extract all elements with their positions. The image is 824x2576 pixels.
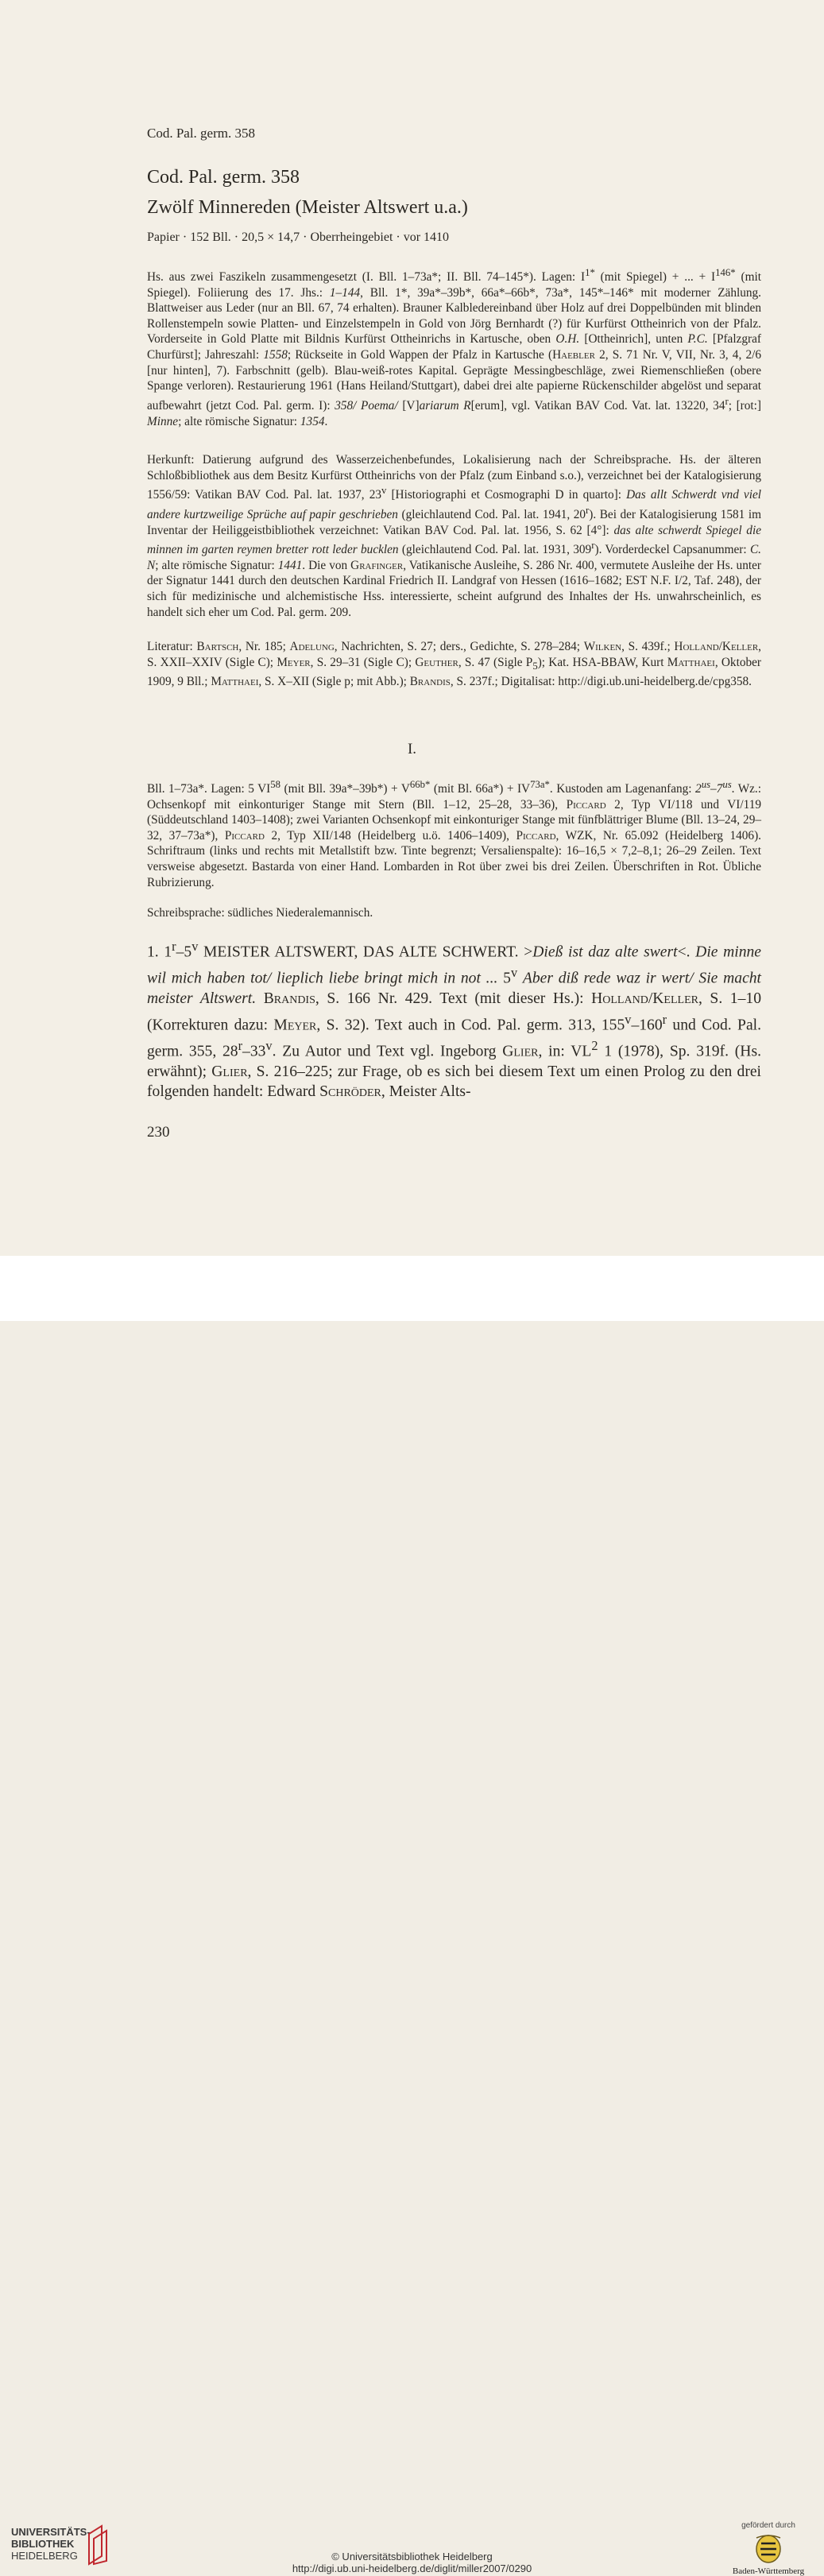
page-number: 230 [147, 1124, 170, 1141]
section-heading: I. [407, 741, 417, 757]
running-header: Cod. Pal. germ. 358 [147, 126, 255, 141]
dialect-paragraph: Schreibsprache: südliches Niederalemannisch. [147, 906, 373, 920]
sponsor-block[interactable] [719, 2521, 818, 2576]
entry-shelfmark: Cod. Pal. germ. 358 [147, 167, 300, 188]
provenance-paragraph: Herkunft: Datierung aufgrund des Wasserzeichenbefundes, Lokalisierung nach der Schreibsprache. Hs. der älteren Schloßbibliothek aus dem Besitz Kurfürst Ottheinrichs von der Pfalz (zum Einband s.o.), verzeichnet bei der Katalogisierung 1556/59: Vatikan BAV Cod. Pal. lat. 1937, 23$^v$ [Historiographi et Cosmographi D in quarto]: Das allt Schwerdt vnd viel andere kurtzweilige Sprüche auf papir geschrieben (gleichlautend Cod. Pal. lat. 1941, 20$^r$). Bei der Katalogisierung 1581 im Inventar der Heiliggeistbibliothek verzeichnet: Vatikan BAV Cod. Pal. lat. 1956, S. 62 [4°]: das alte schwerdt Spiegel die minnen im garten reymen bretter rott leder bucklen (gleichlautend Cod. Pal. lat. 1931, 309$^r$). Vorderdeckel Capsanummer: C. N; alte römische Signatur: 1441. Die von Grafinger, Vatikanische Ausleihe, S. 286 Nr. 400, vermutete Ausleihe der Hs. unter der Signatur 1441 durch den deutschen Kardinal Friedrich II. Landgraf von Hessen (1616–1682; EST N.F. I/2, Taf. 248), der sich für medizinische und alchemistische Hss. interessierte, scheint aufgrund des Inhaltes der Hs. unwahrscheinlich, es handelt sich eher um Cod. Pal. germ. 209. [147, 453, 762, 619]
state-crest-icon [754, 2533, 783, 2565]
copyright-block [0, 2551, 824, 2574]
library-name-line3: HEIDELBERG [11, 2550, 78, 2562]
sponsor-label: gefördert durch [741, 2521, 795, 2530]
permalink-url[interactable]: http://digi.ub.uni-heidelberg.de/diglit/miller2007/0290 [292, 2562, 532, 2574]
sponsor-name: Baden-Württemberg [732, 2566, 805, 2576]
literature-paragraph: Literatur: Bartsch, Nr. 185; Adelung, Nachrichten, S. 27; ders., Gedichte, S. 278–284; Wilken, S. 439f.; Holland/Keller, S. XXII–XXIV (Sigle C); Meyer, S. 29–31 (Sigle C); Geuther, S. 47 (Sigle $P_5$); Kat. HSA-BBAW, Kurt Matthaei, Oktober 1909, 9 Bll.; Matthaei, S. X–XII (Sigle p; mit Abb.); Brandis, S. 237f.; Digitalisat: http://digi.ub.uni-heidelberg.de/cpg358. [147, 640, 762, 689]
copyright-text: © Universitätsbibliothek Heidelberg [331, 2551, 493, 2562]
entry-title: Zwölf Minnereden (Meister Altswert u.a.) [147, 197, 468, 218]
library-name-line2: BIBLIOTHEK [11, 2538, 75, 2550]
document-page [0, 0, 824, 1256]
entry-meta: Papier · 152 Bll. · 20,5 × 14,7 · Oberrheingebiet · vor 1410 [147, 230, 450, 244]
description-paragraph: Hs. aus zwei Faszikeln zusammengesetzt (I. Bll. 1–73a*; II. Bll. 74–145*). Lagen: $I^{1*}$ (mit Spiegel) + ... + $I^{146*}$ (mit Spiegel). Foliierung des 17. Jhs.: 1–144, Bll. 1*, 39a*–39b*, 66a*–66b*, 73a*, 145*–146* mit moderner Zählung. Blattweiser aus Leder (nur an Bll. 67, 74 erhalten). Brauner Kalbledereinband über Holz auf drei Doppelbünden mit blinden Rollenstempeln sowie Platten- und Einzelstempeln in Gold von Jörg Bernhardt (?) für Kurfürst Ottheinrich von der Pfalz. Vorderseite in Gold Platte mit Bildnis Kurfürst Ottheinrichs in Kartusche, oben O.H. [Ottheinrich], unten P.C. [Pfalzgraf Churfürst]; Jahreszahl: 1558; Rückseite in Gold Wappen der Pfalz in Kartusche (Haebler 2, S. 71 Nr. V, VII, Nr. 3, 4, 2/6 [nur hinten], 7). Farbschnitt (gelb). Blau-weiß-rotes Kapital. Geprägte Messingbeschläge, zwei Riemenschließen (obere Spange verloren). Restaurierung 1961 (Hans Heiland/Stuttgart), dabei drei alte papierne Rückenschilder abgelöst und separat aufbewahrt (jetzt Cod. Pal. germ. I): 358/ Poema/ [V]ariarum R[erum], vgl. Vatikan BAV Cod. Vat. lat. 13220, 34$^r$; [rot:] Minne; alte römische Signatur: 1354. [147, 267, 762, 428]
viewer-footer [0, 1256, 824, 2576]
codicology-paragraph: Bll. 1–73a*. Lagen: 5 VI$^{58}$ (mit Bll. $39a*-39b*) + V^{66b*}$ (mit Bl. $66a*) + IV^{73a*}$. Kustoden am Lagenanfang: $2^{us}-7^{us}$. Wz.: Ochsenkopf mit einkonturiger Stange mit Stern (Bll. 1–12, 25–28, 33–36), Piccard 2, Typ VI/118 und VI/119 (Süddeutschland 1403–1408); zwei Varianten Ochsenkopf mit einkonturiger Stange mit fünfblättriger Blume (Bll. 13–24, 29–32, 37–73a*), Piccard 2, Typ XII/148 (Heidelberg u.ö. 1406–1409), Piccard, WZK, Nr. 65.092 (Heidelberg 1406). Schriftraum (links und rechts mit Metallstift bzw. Tinte begrenzt; Versalienspalte): 16–16,5 × 7,2–8,1; 26–29 Zeilen. Text versweise abgesetzt. Bastarda von einer Hand. Lombarden in Rot über zwei bis drei Zeilen. Überschriften in Rot. Übliche Rubrizierung. [147, 779, 761, 889]
item-1-paragraph: 1. 1$^r$–5$^v$ MEISTER ALTSWERT, DAS ALTE SCHWERT. >Dieß ist daz alte swert<. Die minne wil mich haben tot/ lieplich liebe bringt mich in not ... 5$^v$ Aber diß rede waz ir wert/ Sie macht meister Altswert. Brandis, S. 166 Nr. 429. Text (mit dieser Hs.): Holland/Keller, S. 1–10 (Korrekturen dazu: Meyer, S. 32). Text auch in Cod. Pal. germ. 313, 155$^v$–160$^r$ und Cod. Pal. germ. 355, 28$^r$–33$^v$. Zu Autor und Text vgl. Ingeborg Glier, in: $VL^2$ 1 (1978), Sp. 319f. (Hs. erwähnt); Glier, S. 216–225; zur Frage, ob es sich bei diesem Text um einen Prolog zu den drei folgenden handelt: Edward Schröder, Meister Alts- [147, 939, 762, 1101]
library-name-line1: UNIVERSITÄTS- [11, 2526, 91, 2538]
